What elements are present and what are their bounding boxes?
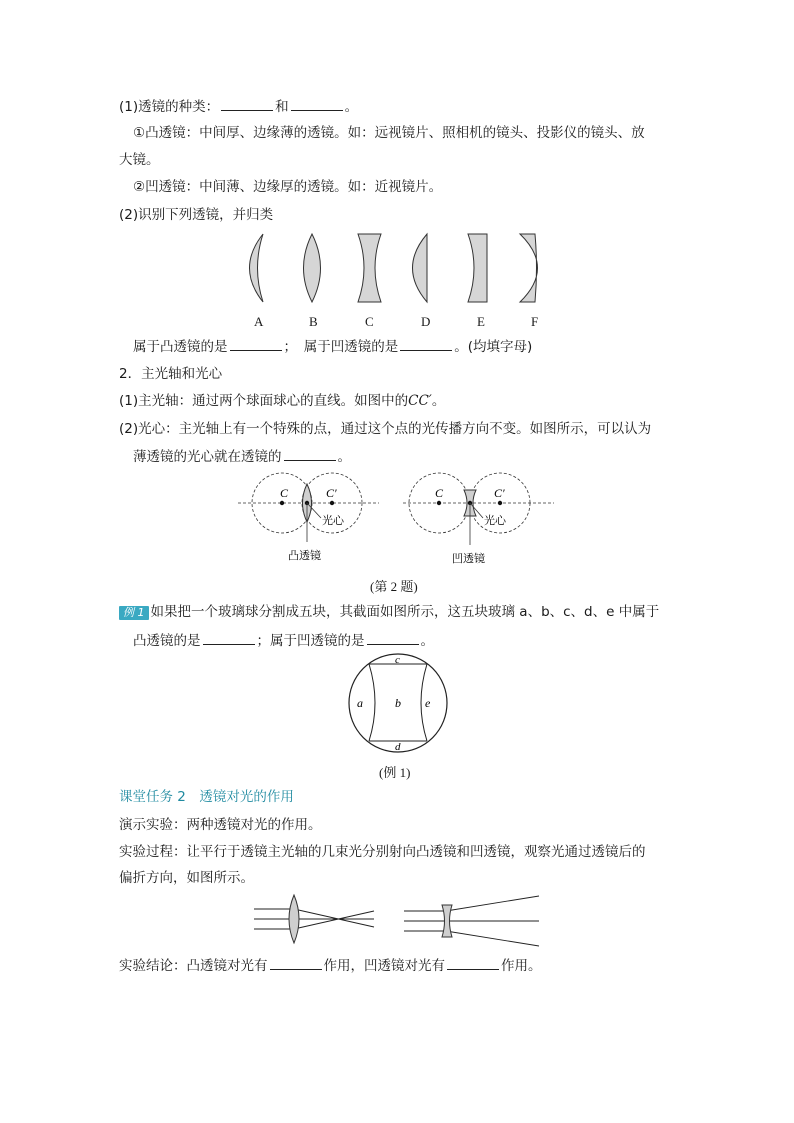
lens-label-a: A — [254, 314, 264, 329]
optical-center-text: 薄透镜的光心就在透镜的 — [133, 449, 282, 465]
answer-blank[interactable] — [221, 96, 273, 111]
classify-concave-label: ； 属于凹透镜的是 — [283, 339, 399, 355]
lens-label-c: C — [365, 314, 374, 329]
lens-kinds-and: 和 — [275, 99, 289, 115]
conclusion-concave-label: 作用，凹透镜对光有 — [323, 958, 445, 974]
lens-label-f: F — [531, 314, 539, 329]
fig-left-lens-label: 凸透镜 — [288, 550, 321, 562]
lens-label-b: B — [309, 314, 318, 329]
example-tag: 例 1 — [119, 606, 149, 620]
lens-label-d: D — [421, 314, 431, 329]
optical-center-figure — [236, 470, 556, 570]
example-question-text: 如果把一个玻璃球分割成五块，其截面如图所示，这五块玻璃 a、b、c、d、e 中属于 — [150, 604, 660, 620]
convex-definition-cont: 大镜。 — [119, 152, 160, 168]
conclusion-convex-label: 实验结论：凸透镜对光有 — [119, 958, 268, 974]
ball-label-a: a — [357, 696, 363, 710]
answer-blank[interactable] — [270, 955, 322, 970]
conclusion-end: 作用。 — [501, 958, 542, 974]
principal-axis-line — [119, 391, 445, 411]
process-line-2: 偏折方向，如图所示。 — [119, 870, 254, 886]
example-1-line-2 — [133, 630, 434, 651]
answer-blank[interactable] — [367, 630, 419, 645]
fig-right-c: C — [435, 486, 444, 500]
fig-right-center-label: 光心 — [484, 515, 506, 527]
answer-blank[interactable] — [284, 446, 336, 461]
classify-line — [133, 336, 532, 357]
optical-center-end: 。 — [337, 449, 351, 465]
classify-note: 。(均填字母) — [454, 339, 533, 355]
lens-shapes-figure — [230, 228, 570, 333]
answer-blank[interactable] — [291, 96, 343, 111]
demo-convex-lens — [289, 895, 299, 943]
convex-definition: ①凸透镜：中间厚、边缘薄的透镜。如：远视镜片、照相机的镜头、投影仪的镜头、放 — [133, 125, 645, 141]
example-convex-label: 凸透镜的是 — [133, 633, 201, 649]
answer-blank[interactable] — [230, 336, 282, 351]
ball-label-d: d — [395, 741, 401, 753]
ball-label-e: e — [425, 696, 431, 710]
answer-blank[interactable] — [447, 955, 499, 970]
lens-kinds-end: 。 — [344, 99, 359, 115]
principal-axis-end: 。 — [431, 393, 446, 409]
answer-blank[interactable] — [400, 336, 452, 351]
optical-center-line-1: (2)光心：主光轴上有一个特殊的点，通过这个点的光传播方向不变。如图所示，可以认为 — [119, 421, 652, 437]
glass-ball-figure — [343, 652, 453, 762]
lens-d-shape — [413, 234, 428, 302]
task-2-heading: 课堂任务 2 透镜对光的作用 — [119, 789, 294, 805]
example-line-end: 。 — [420, 633, 434, 649]
answer-blank[interactable] — [203, 630, 255, 645]
demo-line: 演示实验：两种透镜对光的作用。 — [119, 817, 322, 833]
lens-f-shape — [520, 234, 538, 302]
axis-symbol: CC′ — [408, 393, 432, 409]
lens-kinds-prefix: (1)透镜的种类： — [119, 99, 220, 115]
example-1-caption: (例 1) — [379, 765, 411, 780]
fig-right-c-prime: C′ — [494, 486, 505, 500]
lens-a-shape — [250, 234, 264, 302]
fig-left-c-prime: C′ — [326, 486, 337, 500]
ball-label-b: b — [395, 696, 401, 710]
principal-axis-text: (1)主光轴：通过两个球面球心的直线。如图中的 — [119, 393, 409, 409]
lens-b-shape — [304, 234, 321, 302]
figure-2-caption: (第 2 题) — [370, 579, 418, 594]
light-refraction-figure — [254, 892, 544, 947]
identify-prompt: (2)识别下列透镜，并归类 — [119, 207, 274, 223]
lens-e-shape — [468, 234, 487, 302]
conclusion-line — [119, 955, 542, 976]
fig-left-c: C — [280, 486, 289, 500]
fig-left-center-label: 光心 — [322, 515, 344, 527]
classify-convex-label: 属于凸透镜的是 — [133, 339, 228, 355]
fig-right-lens-label: 凹透镜 — [452, 553, 485, 565]
example-concave-label: ；属于凹透镜的是 — [256, 633, 365, 649]
ball-label-c: c — [395, 654, 400, 666]
section-2-heading: 2．主光轴和光心 — [119, 366, 223, 382]
lens-label-e: E — [477, 314, 485, 329]
process-line-1: 实验过程：让平行于透镜主光轴的几束光分别射向凸透镜和凹透镜，观察光通过透镜后的 — [119, 844, 646, 860]
lens-kinds-line — [119, 96, 358, 117]
example-1-line-1 — [119, 602, 659, 622]
lens-c-shape — [358, 234, 381, 302]
concave-definition: ②凹透镜：中间薄、边缘厚的透镜。如：近视镜片。 — [133, 179, 443, 195]
optical-center-line-2 — [133, 446, 351, 467]
